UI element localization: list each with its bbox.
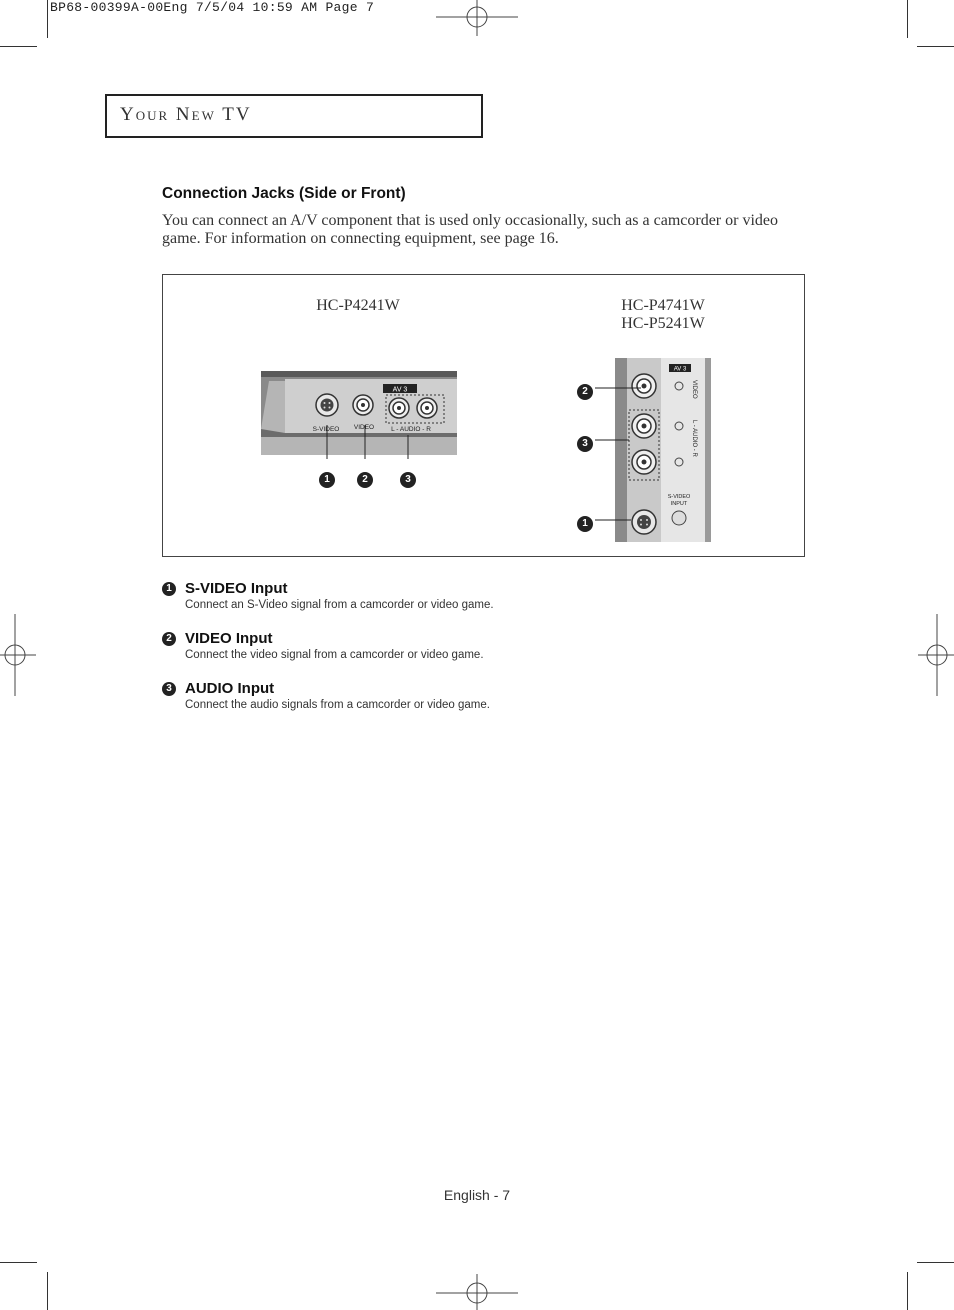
intro-paragraph: You can connect an A/V component that is used only occasionally, such as a camcorder or video game. For information on connecting equipment, see page 16. [162, 212, 778, 247]
label-video: VIDEO [353, 424, 375, 431]
registration-mark-icon [436, 1274, 518, 1310]
callout-3-left: 3 [400, 472, 416, 488]
callout-3-right: 3 [577, 436, 593, 452]
label-s-video: S-VIDEO [667, 494, 691, 500]
page-footer: English - 7 [443, 1187, 511, 1203]
crop-mark [0, 1262, 37, 1263]
section-title: Your New TV [120, 104, 252, 125]
print-header: BP68-00399A-00Eng 7/5/04 10:59 AM Page 7 [50, 0, 375, 15]
callout-lines-right [591, 375, 651, 535]
crop-mark [0, 46, 37, 47]
registration-mark-icon [0, 614, 36, 696]
label-s-video: S-VIDEO [312, 426, 340, 433]
callout-lines-left [313, 425, 423, 467]
model-label-left: HC-P4241W [316, 297, 400, 314]
crop-mark [907, 1272, 908, 1310]
connection-figure [162, 274, 805, 557]
label-video: VIDEO [691, 380, 697, 399]
crop-mark [907, 0, 908, 38]
av3-badge: AV 3 [673, 366, 687, 373]
av3-badge: AV 3 [392, 386, 408, 394]
item-video-title [162, 630, 273, 647]
item-title-text: S-VIDEO Input [185, 580, 288, 597]
item-s-video-desc: Connect an S-Video signal from a camcorder or video game. [185, 599, 494, 611]
item-title-text: AUDIO Input [185, 680, 275, 697]
callout-1-right: 1 [577, 516, 593, 532]
model-label-right-2: HC-P5241W [621, 315, 705, 332]
model-label-right-1: HC-P4741W [621, 297, 705, 314]
callout-1-left: 1 [319, 472, 335, 488]
label-audio: L - AUDIO - R [691, 420, 697, 457]
label-audio: L - AUDIO - R [391, 426, 431, 433]
item-number: 3 [162, 682, 176, 696]
callout-2-left: 2 [357, 472, 373, 488]
crop-mark [47, 1272, 48, 1310]
item-number: 2 [162, 632, 176, 646]
crop-mark [917, 46, 954, 47]
crop-mark [917, 1262, 954, 1263]
item-audio-desc: Connect the audio signals from a camcorder or video game. [185, 699, 490, 711]
item-number: 1 [162, 582, 176, 596]
registration-mark-icon [436, 0, 518, 36]
page-heading: Connection Jacks (Side or Front) [162, 185, 406, 202]
label-input: INPUT [670, 501, 688, 507]
s-video-jack-icon [316, 394, 338, 416]
item-audio-title [162, 680, 274, 697]
item-video-desc: Connect the video signal from a camcorder or video game. [185, 649, 484, 661]
crop-mark [47, 0, 48, 38]
item-title-text: VIDEO Input [185, 630, 273, 647]
video-jack-icon [353, 395, 373, 415]
registration-mark-icon [918, 614, 954, 696]
item-s-video-title [162, 580, 288, 597]
callout-2-right: 2 [577, 384, 593, 400]
